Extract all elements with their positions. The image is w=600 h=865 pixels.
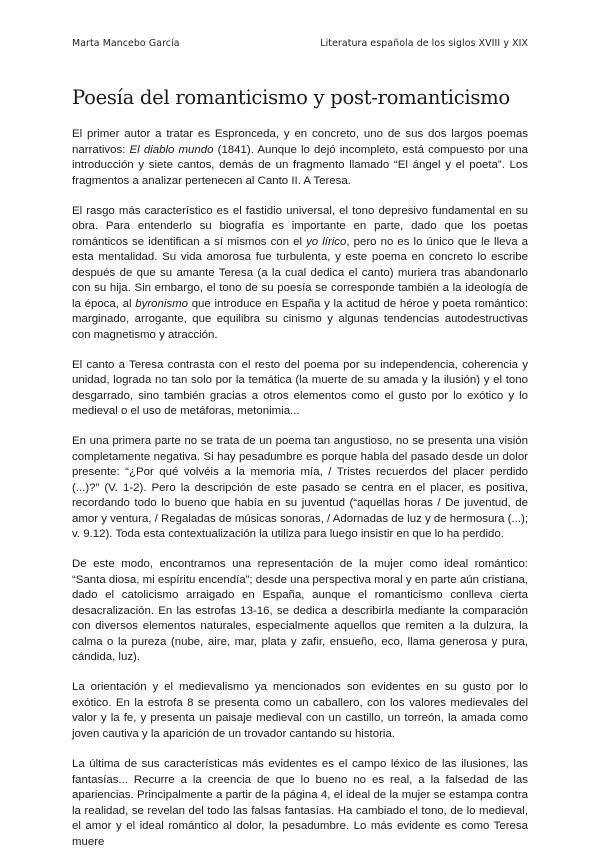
running-header bbox=[72, 38, 528, 49]
work-title-italic: El diablo mundo bbox=[129, 143, 214, 156]
paragraph-2: El rasgo más característico es el fastidio universal, el tono depresivo fundamental en su obra. Para entenderlo su biografía es importante en parte, dado que los poetas románticos se identifican a sí mismos con el yo lírico, pero no es lo único que le lleva a esta mentalidad. Su vida amorosa fue turbulenta, y este poema en concreto lo escribe después de que su amante Teresa (a la cual dedica el canto) muriera tras abandonarlo con su hija. Sin embargo, el tono de su poesía se corresponde también a la ideología de la época, al byronismo que introduce en España y la actitud de héroe y poeta romántico: marginado, arrogante, que equilibra su cinismo y algunas tendencias autodestructivas con magnetismo y atracción. bbox=[72, 204, 529, 341]
paragraph-1: El primer autor a tratar es Espronceda, y en concreto, uno de sus dos largos poemas narrativos: El diablo mundo (1841). Aunque lo dejó incompleto, está compuesto por una introducción y siete cantos, demás de un fragmento llamado “El ángel y el poeta”. Los fragmentos a analizar pertenecen al Canto II. A Teresa. bbox=[72, 128, 528, 187]
header-author: Marta Mancebo García bbox=[72, 38, 180, 49]
term-italic-yo-lirico: yo lírico bbox=[306, 235, 347, 248]
header-course: Literatura española de los siglos XVIII y XIX bbox=[320, 38, 528, 49]
document-title: Poesía del romanticismo y post-romanticismo bbox=[72, 86, 510, 109]
paragraph-7: La última de sus características más evidentes es el campo léxico de las ilusiones, las fantasías... Recurre a la creencia de que lo bueno no es real, a la falsedad de las apariencias. Principalmente a partir de la página 4, el ideal de la mujer se estampa contra la realidad, se revelan del todo las falsas fantasías. Ha cambiado el tono, de lo medieval, el amor y el ideal romántico al dolor, la pesadumbre. Lo más evidente es como Teresa muere bbox=[72, 758, 528, 848]
term-italic-byronismo: byronismo bbox=[135, 297, 188, 310]
paragraph-6: La orientación y el medievalismo ya mencionados son evidentes en su gusto por lo exótico. En la estrofa 8 se presenta como un caballero, con los valores medievales del valor y la fe, y presenta un paisaje medieval con un castillo, un torreón, la amada como joven cautiva y la aparición de un trovador cantando su historia. bbox=[72, 681, 528, 740]
paragraph-3: El canto a Teresa contrasta con el resto del poema por su independencia, coherencia y unidad, lograda no tan solo por la temática (la muerte de su amada y la ilusión) y el tono desgarrado, sino también gracias a otros elementos como el gusto por lo exótico y lo medieval o el uso de metáforas, metonimia... bbox=[72, 358, 528, 418]
paragraph-5: De este modo, encontramos una representación de la mujer como ideal romántico: “Santa diosa, mi espíritu encendía”; desde una perspectiva moral y en parte aún cristiana, dado el catolicismo arraigado en España, aunque el romanticismo conlleva cierta desacralización. En las estrofas 13-16, se dedica a describirla mediante la comparación con diversos elementos naturales, especialmente aquellos que remiten a la dulzura, la calma o la pureza (nube, aire, mar, plata y zafir, ensueño, eco, llama generosa y pura, cándida, luz). bbox=[72, 558, 528, 664]
document-body bbox=[72, 127, 528, 865]
paragraph-4: En una primera parte no se trata de un poema tan angustioso, no se presenta una visión completamente negativa. Si hay pesadumbre es porque habla del pasado desde un dolor presente: “¿Por qué volvéis a la memoria mía, / Tristes recuerdos del placer perdido (...)?” (V. 1-2). Pero la descripción de este pasado se centra en el placer, es positiva, recordando todo lo bueno que había en su juventud (“aquellas horas / De juventud, de amor y ventura, / Regaladas de músicas sonoras, / Adornadas de luz y de hermosura (...); v. 9.12). Toda esta contextualización la utiliza para luego insistir en que lo ha perdido. bbox=[72, 435, 528, 541]
